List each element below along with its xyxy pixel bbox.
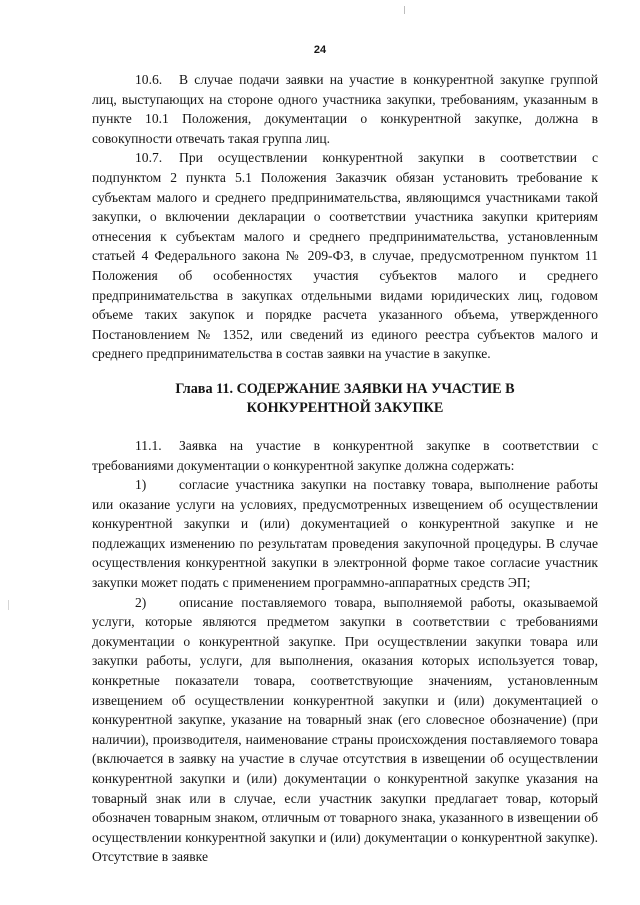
item-text: согласие участника закупки на поставку товара, выполнение работы или оказание услуги на условиях, предусмотренных извещением об осуществлении конкурентной закупки и (или) документацией о конкурентной закупке и не подлежащих изменению по результатам проведения закупочной процедуры. В случае осуществления конкурентной закупки в электронной форме такое согласие участник закупки может подать с применением программно-аппаратных средств ЭП; — [92, 477, 598, 591]
scan-artifact — [8, 600, 9, 610]
document-body — [92, 70, 598, 867]
clause-text: При осуществлении конкурентной закупки в соответствии с подпунктом 2 пункта 5.1 Положения Заказчик обязан установить требование к субъектам малого и среднего предпринимательства, являющимся участниками такой закупки, о включении декларации о соответствии участника закупки критериям отнесения к субъектам малого и среднего предпринимательства, установленным статьей 4 Федерального закона № 209-ФЗ, в случае, предусмотренном пунктом 11 Положения об особенностях участия субъектов малого и среднего предпринимательства в закупках отдельными видами юридических лиц, годовом объеме таких закупок и порядке расчета указанного объема, утвержденного Постановлением № 1352, или сведений из единого реестра субъектов малого и среднего предпринимательства в состав заявки на участие в закупке. — [92, 150, 598, 362]
clause-text: В случае подачи заявки на участие в конкурентной закупке группой лиц, выступающих на стороне одного участника закупки, требованиям, указанным в пункте 10.1 Положения, документации о конкурентной закупке, должна в совокупности отвечать такая группа лиц. — [92, 72, 598, 146]
scan-artifact — [404, 6, 405, 14]
item-number: 1) — [135, 477, 147, 493]
clause-10-6 — [92, 70, 598, 148]
chapter-title-line-2: КОНКУРЕНТНОЙ ЗАКУПКЕ — [246, 399, 444, 416]
clause-text: Заявка на участие в конкурентной закупке в соответствии с требованиями документации о конкурентной закупке должна содержать: — [92, 437, 598, 473]
clause-number: 10.6. — [135, 72, 163, 87]
item-number: 2) — [135, 594, 147, 610]
chapter-title-line-1: Глава 11. СОДЕРЖАНИЕ ЗАЯВКИ НА УЧАСТИЕ В — [175, 380, 515, 397]
list-item-2 — [92, 593, 598, 867]
list-item-1 — [92, 475, 598, 593]
page-number: 24 — [313, 44, 327, 56]
clause-number: 11.1. — [135, 437, 162, 453]
item-text: описание поставляемого товара, выполняемой работы, оказываемой услуги, которые являются предметом закупки в соответствии с требованиями документации о конкурентной закупке. При осуществлении закупки товара или закупки работы, услуги, для выполнения, оказания которых используется товар, конкретные показатели товара, соответствующие значениям, установленным извещением об осуществлении конкурентной закупки и (или) документацией о конкурентной закупке, указание на товарный знак (его словесное обозначение) (при наличии), производителя, наименование страны происхождения поставляемого товара (включается в заявку на участие в случае отсутствия в извещении об осуществлении конкурентной закупки и (или) документации о конкурентной закупке указания на товарный знак или в случае, если участник закупки предлагает товар, который обозначен товарным знаком, отличным от товарного знака, указанного в извещении об осуществлении конкурентной закупки и (или) документации о конкурентной закупке). Отсутствие в заявке — [92, 594, 598, 865]
chapter-heading — [92, 380, 598, 418]
clause-10-7 — [92, 148, 598, 364]
clause-11-1 — [92, 436, 598, 475]
clause-number: 10.7. — [135, 150, 163, 166]
